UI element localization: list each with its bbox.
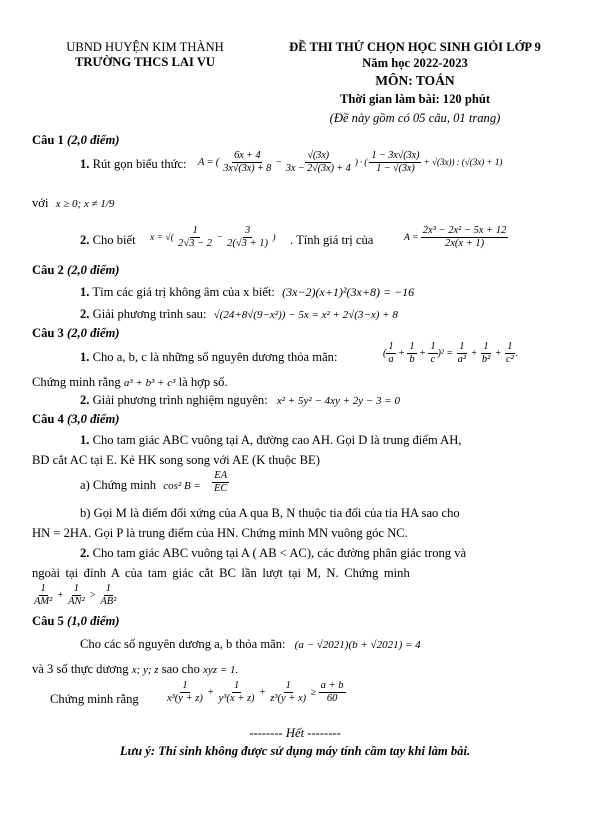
school-year: Năm học 2022-2023: [362, 56, 468, 70]
q4-part2-text2: ngoài tại đỉnh A của tam giác cắt BC lần lượt tại M, N. Chứng minh: [32, 566, 410, 580]
q2-part1-label: 1.: [80, 285, 90, 299]
q2-part2-text: Giải phương trình sau:: [92, 307, 207, 321]
q4-part-a: [80, 478, 201, 493]
q4-part2-label: 2.: [80, 546, 90, 560]
q1-part2-formula: x = √( $\frac{1}{2√3 - 2}$ − $\frac{3}{2(√3 + 1)}$ ): [150, 225, 276, 250]
q1-part2-formula2: A = $\frac{\text{2x³ − 2x² − 5x + 12}}{2x(x + 1)}$: [404, 225, 507, 250]
q5-line2-math2: xyz = 1.: [203, 664, 239, 676]
q1-part1-label: 1.: [80, 157, 90, 171]
q4-part1: [80, 433, 462, 448]
q4-part2: [80, 546, 466, 561]
question-5-title: Câu 5: [32, 614, 64, 628]
footer-note: Lưu ý: Thí sinh không được sử dụng máy tính cầm tay khi làm bài.: [119, 744, 471, 758]
q4-part1-label: 1.: [80, 433, 90, 447]
page-count-note: (Đề này gồm có 05 câu, 01 trang): [329, 111, 501, 125]
school-name: TRƯỜNG THCS LAI VU: [74, 55, 216, 69]
subject: MÔN: TOÁN: [375, 73, 455, 88]
q3-part2-formula: x² + 5y² − 4xy + 2y − 3 = 0: [276, 395, 400, 407]
q4-part2-text: Cho tam giác ABC vuông tại A ( AB < AC), các đường phân giác trong và: [92, 546, 467, 560]
q4-part-a-denominator: EC: [214, 483, 228, 495]
q4-part1-text2: BD cắt AC tại E. Kẻ HK song song với AE (K thuộc BE): [32, 453, 320, 467]
question-2-title: Câu 2: [32, 263, 64, 277]
q2-part2-formula: √(24+8√(9−x²)) − 5x = x² + 2√(3−x) + 8: [213, 309, 398, 321]
department-name: UBND HUYỆN KIM THÀNH: [66, 40, 224, 54]
question-2-points: (2,0 điểm): [67, 263, 120, 277]
question-3-heading: [32, 326, 119, 341]
q3-part2: [80, 393, 400, 408]
q1-condition-math: x ≥ 0; x ≠ 1/9: [55, 198, 115, 210]
question-4-heading: [32, 412, 119, 427]
q2-part1-text: Tìm các giá trị không âm của x biết:: [92, 285, 275, 299]
q3-part1: [80, 350, 337, 365]
time-limit: Thời gian làm bài: 120 phút: [339, 92, 491, 106]
question-1-heading: [32, 133, 119, 148]
q5-line2-text: và 3 số thực dương: [32, 662, 129, 676]
q4-part2-formula: $\frac{1}{\text{AM²}}$ + $\frac{1}{\text{AN²}}$ > $\frac{1}{\text{AB²}}$: [34, 583, 117, 608]
q5-line2-text2: sao cho: [161, 662, 200, 676]
q5-line3-formula: $\frac{1}{\text{x³(y + z)}}$ + $\frac{1}{\text{y³(x + z)}}$ + $\frac{1}{\text{z³(y + x)}}$ ≥ $\frac{a + b}{60}$: [167, 680, 344, 705]
q5-line1-formula: (a − √2021)(b + √2021) = 4: [294, 639, 421, 651]
q3-part1-line2: [32, 375, 228, 390]
question-4-title: Câu 4: [32, 412, 64, 426]
question-5-points: (1,0 điểm): [67, 614, 120, 628]
q1-part1-formula: A = ( $\frac{6x + 4}{3x√(3x) + 8}$ − $\frac{√(3x)}{3x - 2√(3x) + 4}$ ) · ( $\frac{1 - 3x√(3x)}{1 - √(3x)}$ + √(3x)) : (√(3x) + 1): [198, 150, 503, 175]
q5-line2-math: x; y; z: [131, 664, 159, 676]
question-3-points: (2,0 điểm): [67, 326, 120, 340]
q1-part2-label: 2.: [80, 233, 90, 247]
q1-part2-text2: . Tính giá trị của: [290, 233, 374, 247]
q4-part-b: b) Gọi M là điểm đối xứng của A qua B, N thuộc tia đối của tia HA sao cho: [80, 506, 460, 520]
q3-part1-line2-text: Chứng minh rằng: [32, 375, 121, 389]
question-5-heading: [32, 614, 119, 629]
question-1-points: (2,0 điểm): [67, 133, 120, 147]
q4-part-a-math: cos² B =: [163, 480, 201, 492]
q4-part-a-text: a) Chứng minh: [80, 478, 157, 492]
q1-part2-text: Cho biết: [92, 233, 136, 247]
q4-part-a-fraction: [212, 470, 229, 495]
q1-part2: [80, 233, 136, 248]
question-1-title: Câu 1: [32, 133, 64, 147]
q2-part1-formula: (3x−2)(x+1)²(3x+8) = −16: [282, 285, 415, 299]
q5-line2: [32, 662, 238, 677]
exam-title: ĐỀ THI THỬ CHỌN HỌC SINH GIỎI LỚP 9: [289, 40, 541, 54]
q2-part2-label: 2.: [80, 307, 90, 321]
q3-part2-text: Giải phương trình nghiệm nguyên:: [92, 393, 268, 407]
q5-line1: [80, 637, 421, 652]
q3-part1-label: 1.: [80, 350, 90, 364]
q2-part1: [80, 285, 414, 300]
q3-part1-text: Cho a, b, c là những số nguyên dương thỏa mãn:: [92, 350, 338, 364]
q2-part2: [80, 307, 398, 322]
q1-part1-text: Rút gọn biểu thức:: [92, 157, 187, 171]
q5-line3-text: Chứng minh rằng: [50, 692, 139, 706]
question-2-heading: [32, 263, 119, 278]
end-marker: -------- Hết --------: [249, 726, 341, 740]
q1-condition-text: với: [32, 196, 49, 210]
q4-part-b-text2: HN = 2HA. Gọi P là trung điểm của HN. Chứng minh MN vuông góc NC.: [32, 526, 408, 540]
q3-part2-label: 2.: [80, 393, 90, 407]
q3-part1-line2-math: a³ + b³ + c³: [123, 377, 176, 389]
q1-condition: [32, 196, 114, 211]
question-4-points: (3,0 điểm): [67, 412, 120, 426]
q5-line1-text: Cho các số nguyên dương a, b thỏa mãn:: [80, 637, 286, 651]
q3-part1-line2-text2: là hợp số.: [178, 375, 228, 389]
question-3-title: Câu 3: [32, 326, 64, 340]
q3-part1-formula: ( $\frac{1}{a}$ + $\frac{1}{b}$ + $\frac{1}{c}$ )² = $\frac{1}{\text{a²}}$ + $\frac{1}{\text{b²}}$ + $\frac{1}{\text{c²}}$ .: [383, 341, 519, 366]
q4-part1-text: Cho tam giác ABC vuông tại A, đường cao AH. Gọi D là trung điểm AH,: [92, 433, 462, 447]
q4-part-a-numerator: EA: [212, 470, 229, 483]
q1-part1: [80, 157, 187, 172]
